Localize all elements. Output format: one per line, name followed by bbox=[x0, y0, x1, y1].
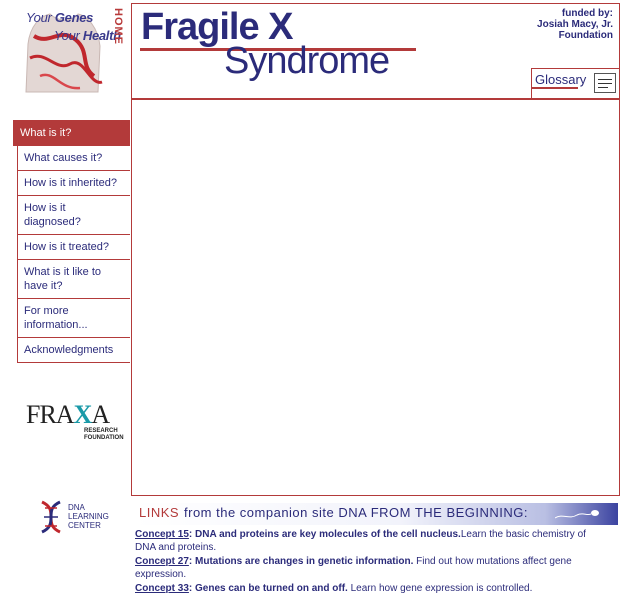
concept-links-list bbox=[135, 529, 595, 598]
concept-headline: : Mutations are changes in genetic information. bbox=[188, 556, 414, 567]
fraxa-subtitle: RESEARCH FOUNDATION bbox=[84, 428, 124, 441]
links-banner bbox=[135, 503, 618, 525]
nav-item-acknowledgments[interactable]: Acknowledgments bbox=[17, 338, 130, 363]
nav-item-how-inherited[interactable]: How is it inherited? bbox=[17, 171, 130, 196]
sidebar-nav bbox=[13, 120, 130, 363]
nav-item-what-like[interactable]: What is it like to have it? bbox=[17, 260, 130, 299]
nav-item-how-treated[interactable]: How is it treated? bbox=[17, 235, 130, 260]
funded-by-label: funded by: bbox=[561, 8, 613, 19]
page-title-line-2: Syndrome bbox=[224, 40, 390, 82]
logo-line-2: Your Health bbox=[54, 28, 121, 43]
concept-description: Learn the basic chemistry of DNA and proteins. bbox=[135, 529, 586, 553]
sperm-icon bbox=[555, 507, 603, 521]
fraxa-logo[interactable] bbox=[26, 400, 124, 446]
concept-description: Learn how gene expression is controlled. bbox=[347, 583, 533, 594]
funder-credit bbox=[537, 8, 613, 41]
dna-helix-icon bbox=[38, 500, 64, 534]
nav-item-what-is-it[interactable]: What is it? bbox=[13, 120, 130, 146]
funder-name-2: Foundation bbox=[558, 30, 613, 41]
fraxa-wordmark: FRAXA bbox=[26, 400, 110, 429]
dnalc-label: DNA LEARNING CENTER bbox=[68, 503, 109, 530]
concept-27-link[interactable]: Concept 27 bbox=[135, 556, 189, 567]
nav-item-more-info[interactable]: For more information... bbox=[17, 299, 130, 338]
page-title-line-1: Fragile X bbox=[141, 6, 293, 48]
concept-link-item bbox=[135, 529, 595, 554]
concept-description: Find out how mutations affect gene expression. bbox=[135, 556, 572, 580]
links-banner-text: from the companion site DNA FROM THE BEGINNING: bbox=[184, 505, 529, 520]
funder-name-1: Josiah Macy, Jr. bbox=[537, 19, 613, 30]
home-link[interactable]: HOME bbox=[112, 8, 124, 45]
concept-headline: : DNA and proteins are key molecules of the cell nucleus. bbox=[188, 529, 461, 540]
book-icon bbox=[594, 73, 616, 93]
links-word: LINKS bbox=[139, 505, 180, 520]
concept-headline: : Genes can be turned on and off. bbox=[188, 583, 348, 594]
concept-link-item bbox=[135, 556, 595, 581]
concept-15-link[interactable]: Concept 15 bbox=[135, 529, 189, 540]
glossary-label: Glossary bbox=[535, 72, 587, 87]
concept-link-item bbox=[135, 583, 595, 596]
glossary-underline bbox=[532, 87, 578, 89]
dna-learning-center-logo[interactable] bbox=[38, 500, 128, 536]
header-banner bbox=[131, 3, 620, 99]
concept-33-link[interactable]: Concept 33 bbox=[135, 583, 189, 594]
main-content-panel bbox=[131, 99, 620, 496]
nav-item-how-diagnosed[interactable]: How is it diagnosed? bbox=[17, 196, 130, 235]
glossary-button[interactable] bbox=[531, 68, 619, 98]
logo-line-1: Your Genes bbox=[26, 10, 94, 25]
nav-item-what-causes-it[interactable]: What causes it? bbox=[17, 146, 130, 171]
